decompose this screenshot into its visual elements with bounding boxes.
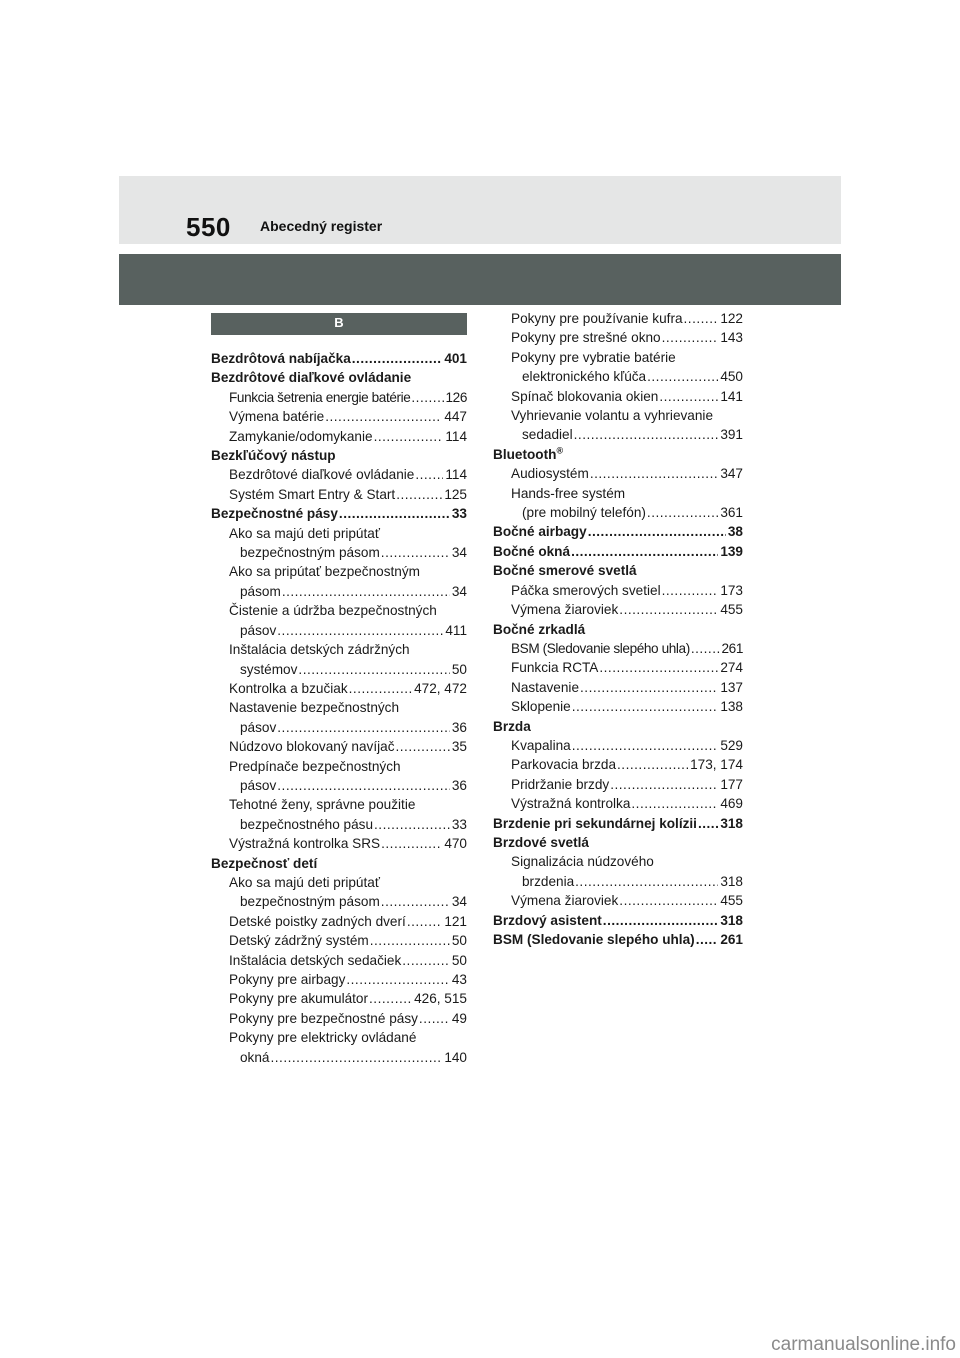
dot-leader bbox=[298, 660, 449, 679]
entry-page-number: 411 bbox=[445, 622, 467, 638]
index-entry-cont bbox=[211, 892, 467, 911]
entry-page-number: 391 bbox=[720, 427, 743, 443]
dot-leader bbox=[407, 912, 443, 931]
entry-page-number: 125 bbox=[444, 486, 467, 502]
entry-text: Nastavenie bezpečnostných bbox=[229, 700, 400, 716]
index-entry-main bbox=[493, 717, 743, 736]
entry-text: Hands-free systém bbox=[511, 485, 626, 501]
entry-page-number: 318 bbox=[720, 873, 743, 889]
index-entry-main bbox=[211, 854, 467, 873]
entry-text: Výmena žiaroviek bbox=[511, 602, 619, 618]
entry-page-number: 347 bbox=[720, 466, 743, 482]
entry-text: Výmena žiaroviek bbox=[511, 893, 619, 909]
dot-leader bbox=[270, 1048, 442, 1067]
index-entry-sub bbox=[493, 581, 743, 600]
index-entry-sub bbox=[493, 658, 743, 677]
index-entry-cont bbox=[211, 660, 467, 679]
entry-text: Pokyny pre strešné okno bbox=[511, 330, 661, 346]
entry-text: Bezdrôtová nabíjačka bbox=[211, 351, 351, 366]
dot-leader bbox=[698, 814, 718, 833]
dot-leader bbox=[381, 834, 442, 853]
index-entry-sub bbox=[493, 755, 743, 774]
entry-page-number: 36 bbox=[451, 777, 467, 793]
index-entry-main bbox=[493, 542, 743, 561]
dot-leader bbox=[696, 930, 719, 949]
index-entry-sub bbox=[211, 698, 467, 717]
dot-leader bbox=[282, 582, 450, 601]
entry-page-number: 140 bbox=[444, 1049, 467, 1065]
entry-text: Brzdové svetlá bbox=[493, 834, 589, 850]
entry-text: Spínač blokovania okien bbox=[511, 388, 659, 404]
entry-text: brzdenia bbox=[522, 873, 575, 889]
index-entry-sub bbox=[211, 757, 467, 776]
dot-leader bbox=[402, 951, 450, 970]
index-entry-sub bbox=[493, 852, 743, 871]
dot-leader bbox=[277, 621, 443, 640]
entry-text: Brzda bbox=[493, 718, 531, 734]
dot-leader bbox=[647, 503, 718, 522]
entry-text: bezpečnostného pásu bbox=[240, 816, 374, 832]
entry-text: Núdzovo blokovaný navíjač bbox=[229, 739, 395, 755]
entry-text: Inštalácia detských zádržných bbox=[229, 642, 410, 658]
entry-page-number: 472, 472 bbox=[414, 680, 467, 696]
entry-text: Bočné airbagy bbox=[493, 524, 587, 540]
dot-leader bbox=[617, 755, 688, 774]
index-entry-main bbox=[493, 445, 743, 464]
entry-page-number: 114 bbox=[445, 467, 467, 483]
entry-text: bezpečnostným pásom bbox=[240, 545, 380, 561]
entry-text: Kontrolka a bzučiak bbox=[229, 680, 348, 696]
dot-leader bbox=[588, 522, 726, 541]
entry-text: Sklopenie bbox=[511, 699, 571, 715]
index-entry-sub bbox=[211, 640, 467, 659]
entry-page-number: 261 bbox=[720, 932, 743, 947]
index-entry-sub bbox=[493, 697, 743, 716]
page-number: 550 bbox=[186, 212, 231, 242]
dot-leader bbox=[659, 387, 718, 406]
dot-leader bbox=[381, 543, 450, 562]
dot-leader bbox=[684, 309, 719, 328]
index-entry-cont bbox=[211, 815, 467, 834]
index-entry-sub bbox=[493, 484, 743, 503]
entry-page-number: 261 bbox=[721, 640, 743, 656]
dot-leader bbox=[277, 718, 450, 737]
index-entry-sub bbox=[211, 485, 467, 504]
entry-text: Pokyny pre akumulátor bbox=[229, 991, 369, 1007]
dot-leader bbox=[603, 911, 719, 930]
entry-text: Inštalácia detských sedačiek bbox=[229, 952, 402, 968]
entry-text: Pokyny pre airbagy bbox=[229, 972, 346, 987]
entry-page-number: 137 bbox=[720, 679, 743, 695]
entry-text: Kvapalina bbox=[511, 737, 571, 753]
entry-text: elektronického kľúča bbox=[522, 369, 647, 385]
index-entry-main bbox=[493, 930, 743, 949]
index-entry-sub bbox=[493, 639, 743, 658]
index-entry-sub bbox=[211, 524, 467, 543]
index-entry-sub bbox=[493, 600, 743, 619]
entry-text: Audiosystém bbox=[511, 466, 589, 482]
entry-text: BSM (Sledovanie slepého uhla) bbox=[493, 932, 695, 947]
entry-page-number: 447 bbox=[444, 409, 467, 425]
index-entry-cont bbox=[211, 621, 467, 640]
dot-leader bbox=[647, 367, 718, 386]
index-entry-sub bbox=[211, 737, 467, 756]
index-entry-main bbox=[493, 911, 743, 930]
entry-page-number: 470 bbox=[444, 836, 467, 852]
index-entry-sub bbox=[211, 679, 467, 698]
index-entry-main bbox=[493, 833, 743, 852]
index-entry-sub bbox=[493, 736, 743, 755]
watermark: carmanualsonline.info bbox=[771, 1334, 956, 1355]
dot-leader bbox=[374, 815, 450, 834]
dot-leader bbox=[574, 425, 719, 444]
index-entry-sub bbox=[493, 794, 743, 813]
entry-page-number: 33 bbox=[451, 816, 467, 832]
entry-text: Bezpečnostné pásy bbox=[211, 506, 338, 522]
dot-leader bbox=[590, 464, 718, 483]
index-entry-main bbox=[493, 561, 743, 580]
dot-leader bbox=[619, 891, 718, 910]
entry-text: Tehotné ženy, správne použitie bbox=[229, 797, 416, 813]
dot-leader bbox=[325, 407, 442, 426]
dot-leader bbox=[631, 794, 718, 813]
index-entry-sub bbox=[211, 970, 467, 989]
dot-leader bbox=[381, 892, 450, 911]
entry-text: Bočné okná bbox=[493, 543, 571, 559]
index-entry-sub bbox=[211, 931, 467, 950]
index-entry-sub bbox=[493, 464, 743, 483]
header-dark-band bbox=[119, 254, 841, 305]
index-entry-cont bbox=[211, 1048, 467, 1067]
entry-text: Pokyny pre používanie kufra bbox=[511, 311, 683, 326]
entry-page-number: 114 bbox=[445, 428, 467, 444]
index-entry-sub bbox=[493, 678, 743, 697]
entry-text: Pokyny pre vybratie batérie bbox=[511, 349, 676, 365]
entry-text: pásov bbox=[240, 622, 277, 638]
index-entry-cont bbox=[211, 582, 467, 601]
entry-text: Bezdrôtové diaľkové ovládanie bbox=[229, 467, 415, 483]
entry-text: Zamykanie/odomykanie bbox=[229, 428, 373, 444]
dot-leader bbox=[575, 872, 718, 891]
entry-page-number: 274 bbox=[720, 660, 743, 676]
entry-page-number: 529 bbox=[720, 737, 743, 753]
entry-text: Nastavenie bbox=[511, 679, 580, 695]
index-column-left bbox=[211, 349, 467, 1067]
entry-text: pásov bbox=[240, 719, 277, 735]
registered-mark: ® bbox=[556, 445, 564, 456]
dot-leader bbox=[277, 776, 450, 795]
index-entry-main bbox=[493, 814, 743, 833]
dot-leader bbox=[349, 679, 412, 698]
entry-text: Vyhrievanie volantu a vyhrievanie bbox=[511, 408, 714, 424]
entry-text: Čistenie a údržba bezpečnostných bbox=[229, 603, 437, 619]
dot-leader bbox=[572, 736, 719, 755]
index-entry-sub bbox=[211, 834, 467, 853]
entry-page-number: 361 bbox=[720, 505, 743, 521]
dot-leader bbox=[662, 328, 719, 347]
entry-text: Výstražná kontrolka bbox=[511, 796, 631, 812]
entry-text: sedadiel bbox=[522, 427, 573, 443]
entry-page-number: 455 bbox=[720, 602, 743, 618]
index-entry-sub bbox=[493, 328, 743, 347]
entry-text: pásom bbox=[240, 583, 281, 599]
index-entry-main bbox=[211, 349, 467, 368]
index-entry-sub bbox=[493, 348, 743, 367]
dot-leader bbox=[374, 427, 444, 446]
index-entry-sub bbox=[211, 1009, 467, 1028]
entry-page-number: 33 bbox=[451, 506, 467, 522]
section-letter-bar: B bbox=[211, 313, 467, 335]
entry-text: Bezpečnosť detí bbox=[211, 855, 318, 871]
entry-page-number: 35 bbox=[451, 739, 467, 755]
entry-page-number: 177 bbox=[720, 776, 743, 792]
index-entry-cont bbox=[211, 718, 467, 737]
entry-page-number: 38 bbox=[727, 524, 743, 540]
entry-text: Systém Smart Entry & Start bbox=[229, 486, 396, 502]
index-entry-sub bbox=[211, 989, 467, 1008]
index-entry-main bbox=[493, 620, 743, 639]
entry-text: Brzdenie pri sekundárnej kolízii bbox=[493, 815, 697, 831]
index-entry-sub bbox=[493, 775, 743, 794]
entry-page-number: 49 bbox=[451, 1010, 467, 1026]
index-entry-sub bbox=[211, 465, 467, 484]
entry-text: Detské poistky zadných dverí bbox=[229, 913, 406, 929]
entry-text: Funkcia RCTA bbox=[511, 660, 599, 676]
dot-leader bbox=[662, 581, 719, 600]
index-entry-sub bbox=[211, 912, 467, 931]
entry-page-number: 34 bbox=[451, 894, 467, 910]
entry-page-number: 318 bbox=[720, 815, 743, 831]
entry-text: okná bbox=[240, 1049, 270, 1065]
index-entry-sub bbox=[211, 873, 467, 892]
entry-page-number: 139 bbox=[720, 543, 743, 559]
dot-leader bbox=[419, 1009, 450, 1028]
entry-text: Brzdový asistent bbox=[493, 912, 602, 928]
entry-page-number: 173, 174 bbox=[690, 757, 743, 773]
index-entry-cont bbox=[493, 872, 743, 891]
index-entry-sub bbox=[211, 601, 467, 620]
index-entry-cont bbox=[493, 425, 743, 444]
entry-text: Bezdrôtové diaľkové ovládanie bbox=[211, 370, 412, 386]
entry-page-number: 126 bbox=[445, 389, 467, 405]
index-entry-sub bbox=[211, 951, 467, 970]
index-entry-cont bbox=[493, 503, 743, 522]
entry-page-number: 426, 515 bbox=[414, 991, 467, 1007]
entry-page-number: 50 bbox=[451, 952, 467, 968]
entry-page-number: 34 bbox=[451, 545, 467, 561]
entry-text: Páčka smerových svetiel bbox=[511, 582, 661, 598]
index-entry-sub bbox=[211, 1028, 467, 1047]
entry-text: (pre mobilný telefón) bbox=[522, 505, 646, 521]
entry-page-number: 469 bbox=[720, 796, 743, 812]
dot-leader bbox=[571, 542, 718, 561]
dot-leader bbox=[691, 639, 720, 658]
index-entry-sub bbox=[493, 406, 743, 425]
entry-page-number: 455 bbox=[720, 893, 743, 909]
dot-leader bbox=[415, 465, 443, 484]
index-entry-cont bbox=[493, 367, 743, 386]
dot-leader bbox=[370, 931, 450, 950]
index-entry-main bbox=[493, 522, 743, 541]
entry-text: Pokyny pre bezpečnostné pásy bbox=[229, 1010, 418, 1026]
index-entry-cont bbox=[211, 543, 467, 562]
entry-text: Detský zádržný systém bbox=[229, 933, 369, 949]
entry-text: Parkovacia brzda bbox=[511, 757, 617, 773]
dot-leader bbox=[396, 737, 450, 756]
index-entry-cont bbox=[211, 776, 467, 795]
index-entry-sub bbox=[493, 891, 743, 910]
dot-leader bbox=[396, 485, 442, 504]
index-column-right bbox=[493, 309, 743, 949]
dot-leader bbox=[610, 775, 718, 794]
dot-leader bbox=[580, 678, 718, 697]
dot-leader bbox=[599, 658, 718, 677]
entry-text: Signalizácia núdzového bbox=[511, 854, 654, 870]
entry-page-number: 450 bbox=[720, 369, 743, 385]
dot-leader bbox=[346, 970, 450, 989]
index-entry-sub bbox=[493, 387, 743, 406]
index-entry-sub bbox=[211, 795, 467, 814]
index-entry-sub bbox=[211, 562, 467, 581]
entry-page-number: 401 bbox=[444, 351, 467, 366]
entry-text: pásov bbox=[240, 777, 277, 793]
index-entry-sub bbox=[211, 427, 467, 446]
entry-text: Ako sa majú deti pripútať bbox=[229, 525, 380, 541]
entry-page-number: 50 bbox=[451, 933, 467, 949]
entry-page-number: 43 bbox=[451, 972, 467, 987]
entry-text: Bočné smerové svetlá bbox=[493, 563, 637, 579]
index-entry-sub bbox=[211, 388, 467, 407]
entry-text: Bezkľúčový nástup bbox=[211, 448, 336, 464]
dot-leader bbox=[619, 600, 718, 619]
entry-page-number: 173 bbox=[720, 582, 743, 598]
entry-page-number: 143 bbox=[720, 330, 743, 346]
dot-leader bbox=[369, 989, 412, 1008]
entry-text: Pokyny pre elektricky ovládané bbox=[229, 1030, 417, 1046]
index-entry-main bbox=[211, 446, 467, 465]
entry-page-number: 121 bbox=[444, 913, 467, 929]
dot-leader bbox=[339, 504, 450, 523]
entry-text: Bočné zrkadlá bbox=[493, 621, 586, 637]
index-entry-main bbox=[211, 368, 467, 387]
entry-text: Predpínače bezpečnostných bbox=[229, 758, 401, 774]
entry-text: BSM (Sledovanie slepého uhla) bbox=[511, 640, 690, 656]
entry-page-number: 318 bbox=[720, 912, 743, 928]
entry-page-number: 34 bbox=[451, 583, 467, 599]
dot-leader bbox=[352, 349, 443, 368]
entry-page-number: 138 bbox=[720, 699, 743, 715]
entry-page-number: 122 bbox=[720, 311, 743, 326]
entry-text: Pridržanie brzdy bbox=[511, 776, 610, 792]
entry-page-number: 141 bbox=[720, 388, 743, 404]
entry-page-number: 50 bbox=[451, 661, 467, 677]
dot-leader bbox=[411, 388, 443, 407]
entry-text: Bluetooth bbox=[493, 446, 557, 462]
entry-page-number: 36 bbox=[451, 719, 467, 735]
dot-leader bbox=[572, 697, 719, 716]
page-title: Abecedný register bbox=[260, 218, 383, 234]
entry-text: systémov bbox=[240, 661, 298, 677]
entry-text: bezpečnostným pásom bbox=[240, 894, 380, 910]
entry-text: Výmena batérie bbox=[229, 409, 325, 425]
entry-text: Výstražná kontrolka SRS bbox=[229, 836, 381, 852]
entry-text: Ako sa pripútať bezpečnostným bbox=[229, 564, 420, 580]
entry-text: Ako sa majú deti pripútať bbox=[229, 874, 380, 890]
entry-text: Funkcia šetrenia energie batérie bbox=[229, 389, 411, 405]
index-entry-sub bbox=[493, 309, 743, 328]
index-entry-sub bbox=[211, 407, 467, 426]
index-entry-main bbox=[211, 504, 467, 523]
